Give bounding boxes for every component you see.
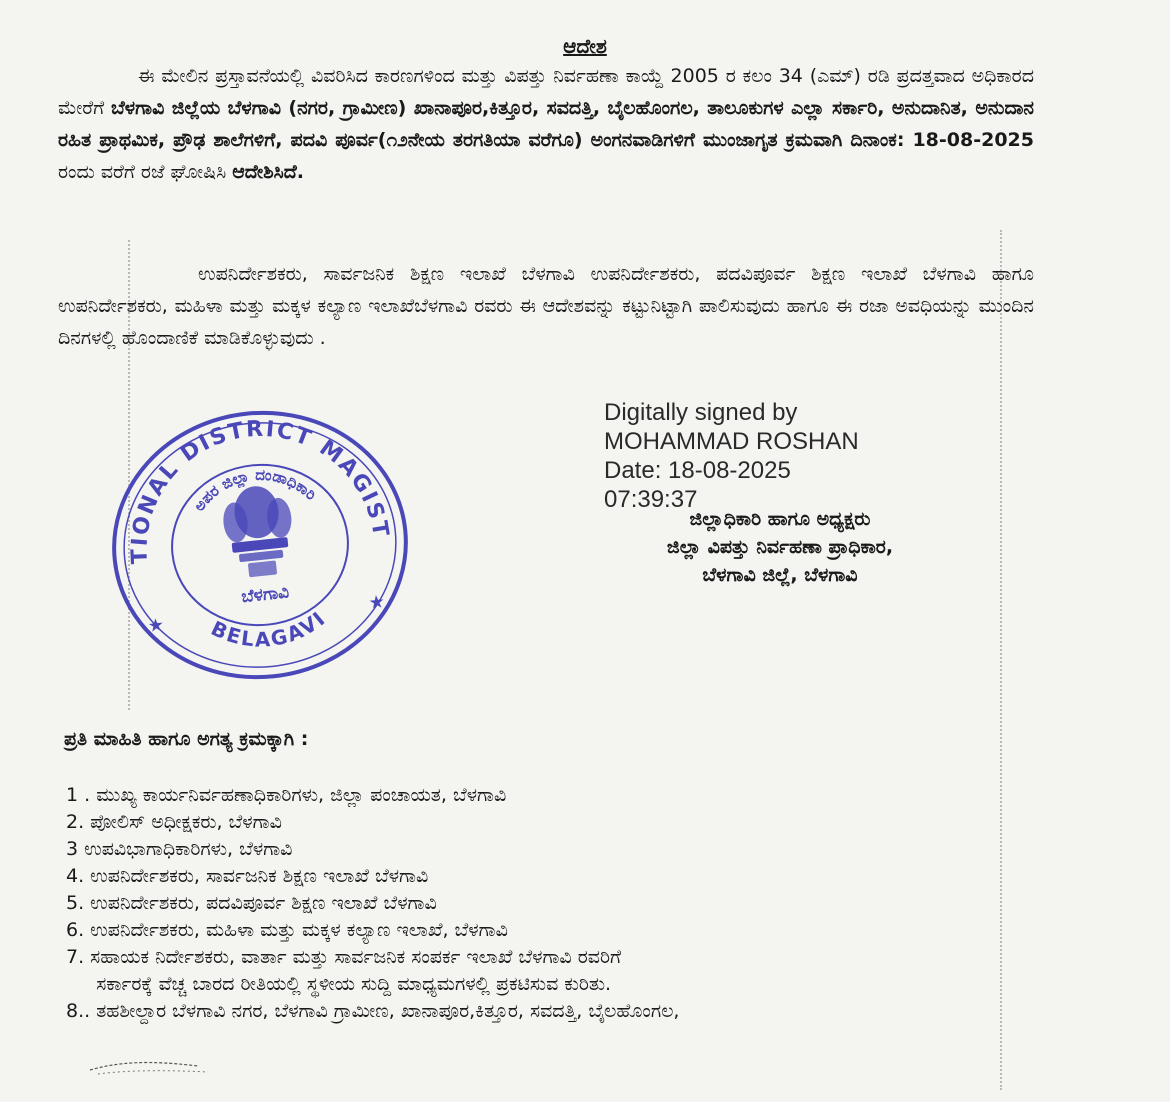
designation-line-1: ಜಿಲ್ಲಾಧಿಕಾರಿ ಹಾಗೂ ಅಧ್ಯಕ್ಷರು [689,508,871,530]
copy-list-item: 7. ಸಹಾಯಕ ನಿರ್ದೇಶಕರು, ವಾರ್ತಾ ಮತ್ತು ಸಾರ್ವಜನಿಕ ಸಂಪರ್ಕ ಇಲಾಖೆ ಬೆಳಗಾವಿ ರವರಿಗೆ [66,946,622,968]
copy-list-item: 3 ಉಪವಿಭಾಗಾಧಿಕಾರಿಗಳು, ಬೆಳಗಾವಿ [66,838,293,860]
order-text-bold: ಬೆಳಗಾವಿ ಜಿಲ್ಲೆಯ ಬೆಳಗಾವಿ (ನಗರ, ಗ್ರಾಮೀಣ) ಖಾನಾಪೂರ,ಕಿತ್ತೂರ, ಸವದತ್ತಿ, ಬೈಲಹೊಂಗಲ, ತಾಲೂಕುಗಳ ಎಲ್ಲಾ ಸರ್ಕಾರಿ, ಅನುದಾನಿತ, ಅನುದಾನ ರಹಿತ ಪ್ರಾಥಮಿಕ, ಪ್ರೌಢ ಶಾಲೆಗಳಿಗೆ, ಪದವಿ ಪೂರ್ವ(೧೨ನೇಯ ತರಗತಿಯಾ ವರೆಗೂ) ಅಂಗನವಾಡಿಗಳಿಗೆ ಮುಂಜಾಗೃತ ಕ್ರಮವಾಗಿ ದಿನಾಂಕ: 18-08-2025 [58,97,1035,151]
designation-line-2: ಜಿಲ್ಲಾ ವಿಪತ್ತು ನಿರ್ವಹಣಾ ಪ್ರಾಧಿಕಾರ, [666,536,894,558]
designation-line-3: ಬೆಳಗಾವಿ ಜಿಲ್ಲೆ, ಬೆಳಗಾವಿ [702,564,858,586]
seal-inner-text: ಅಪರ ಜಿಲ್ಲಾ ದಂಡಾಧಿಕಾರಿ [190,465,320,515]
seal-star-left: ★ [146,614,166,638]
signature-name: MOHAMMAD ROSHAN [604,428,859,455]
svg-text:BELAGAVI [205,604,333,657]
seal-bottom-text: BELAGAVI [207,605,331,652]
copy-list-item: 8.. ತಹಶೀಲ್ದಾರ ಬೆಳಗಾವಿ ನಗರ, ಬೆಳಗಾವಿ ಗ್ರಾಮೀಣ, ಖಾನಾಪೂರ,ಕಿತ್ತೂರ, ಸವದತ್ತಿ, ಬೈಲಹೊಂಗಲ, [66,1000,680,1022]
seal-outer-text: ADDITIONAL DISTRICT MAGISTRATE [127,416,394,565]
state-emblem-icon [220,483,297,580]
scribble-mark [88,1052,228,1082]
copy-heading: ಪ್ರತಿ ಮಾಹಿತಿ ಹಾಗೂ ಅಗತ್ಯ ಕ್ರಮಕ್ಕಾಗಿ : [64,728,309,750]
copy-list-item: 2. ಪೋಲಿಸ್ ಅಧೀಕ್ಷಕರು, ಬೆಳಗಾವಿ [66,811,282,833]
signature-date: Date: 18-08-2025 [604,457,791,484]
copy-list-item: 4. ಉಪನಿರ್ದೇಶಕರು, ಸಾರ್ವಜನಿಕ ಶಿಕ್ಷಣ ಇಲಾಖೆ ಬೆಳಗಾವಿ [66,865,429,887]
seal-star-right: ★ [367,591,386,614]
designation-block [560,505,1000,589]
order-text-part1: ಈ ಮೇಲಿನ ಪ್ರಸ್ತಾವನೆಯಲ್ಲಿ ವಿವರಿಸಿದ ಕಾರಣಗಳಿಂದ ಮತ್ತು ವಿಪತ್ತು ನಿರ್ವಹಣಾ ಕಾಯ್ದೆ 2005 ರ ಕಲಂ 34 (ಎಮ್) ರಡಿ ಪ್ರದತ್ತವಾದ ಅಧಿಕಾರದ ಮೇರೆಗೆ [58,65,1034,119]
copy-list-item: ಸರ್ಕಾರಕ್ಕೆ ವೆಚ್ಚ ಬಾರದ ರೀತಿಯಲ್ಲಿ ಸ್ಥಳೀಯ ಸುದ್ದಿ ಮಾಧ್ಯಮಗಳಲ್ಲಿ ಪ್ರಕಟಿಸುವ ಕುರಿತು. [66,973,612,995]
order-paragraph [58,60,1034,188]
seal-center-text: ಬೆಳಗಾವಿ [240,582,290,608]
official-seal [100,400,420,690]
copy-list [66,782,1006,1025]
instruction-paragraph [58,258,1034,354]
page-title: ಆದೇಶ [563,34,607,58]
signature-line-1: Digitally signed by [604,399,798,426]
copy-list-item: 5. ಉಪನಿರ್ದೇಶಕರು, ಪದವಿಪೂರ್ವ ಶಿಕ್ಷಣ ಇಲಾಖೆ ಬೆಳಗಾವಿ [66,892,437,914]
instruction-text: ಉಪನಿರ್ದೇಶಕರು, ಸಾರ್ವಜನಿಕ ಶಿಕ್ಷಣ ಇಲಾಖೆ ಬೆಳಗಾವಿ ಉಪನಿರ್ದೇಶಕರು, ಪದವಿಪೂರ್ವ ಶಿಕ್ಷಣ ಇಲಾಖೆ ಬೆಳಗಾವಿ ಹಾಗೂ ಉಪನಿರ್ದೇಶಕರು, ಮಹಿಳಾ ಮತ್ತು ಮಕ್ಕಳ ಕಲ್ಯಾಣ ಇಲಾಖೆಬೆಳಗಾವಿ ರವರು ಈ ಆದೇಶವನ್ನು ಕಟ್ಟುನಿಟ್ಟಾಗಿ ಪಾಲಿಸುವುದು ಹಾಗೂ ಈ ರಜಾ ಅವಧಿಯನ್ನು ಮುಂದಿನ ದಿನಗಳಲ್ಲಿ ಹೊಂದಾಣಿಕೆ ಮಾಡಿಕೊಳ್ಳುವುದು . [58,263,1034,349]
order-text-bold-end: ಆದೇಶಿಸಿದೆ. [232,161,305,183]
digital-signature-block [604,398,859,514]
order-text-part2: ರಂದು ವರೆಗೆ ರಜೆ ಘೋಷಿಸಿ [58,161,233,183]
signature-time: 07:39:37 [604,486,698,513]
copy-list-item: 1 . ಮುಖ್ಯ ಕಾರ್ಯನಿರ್ವಹಣಾಧಿಕಾರಿಗಳು, ಜಿಲ್ಲಾ ಪಂಚಾಯತ, ಬೆಳಗಾವಿ [66,784,507,806]
copy-list-item: 6. ಉಪನಿರ್ದೇಶಕರು, ಮಹಿಳಾ ಮತ್ತು ಮಕ್ಕಳ ಕಲ್ಯಾಣ ಇಲಾಖೆ, ಬೆಳಗಾವಿ [66,919,508,941]
